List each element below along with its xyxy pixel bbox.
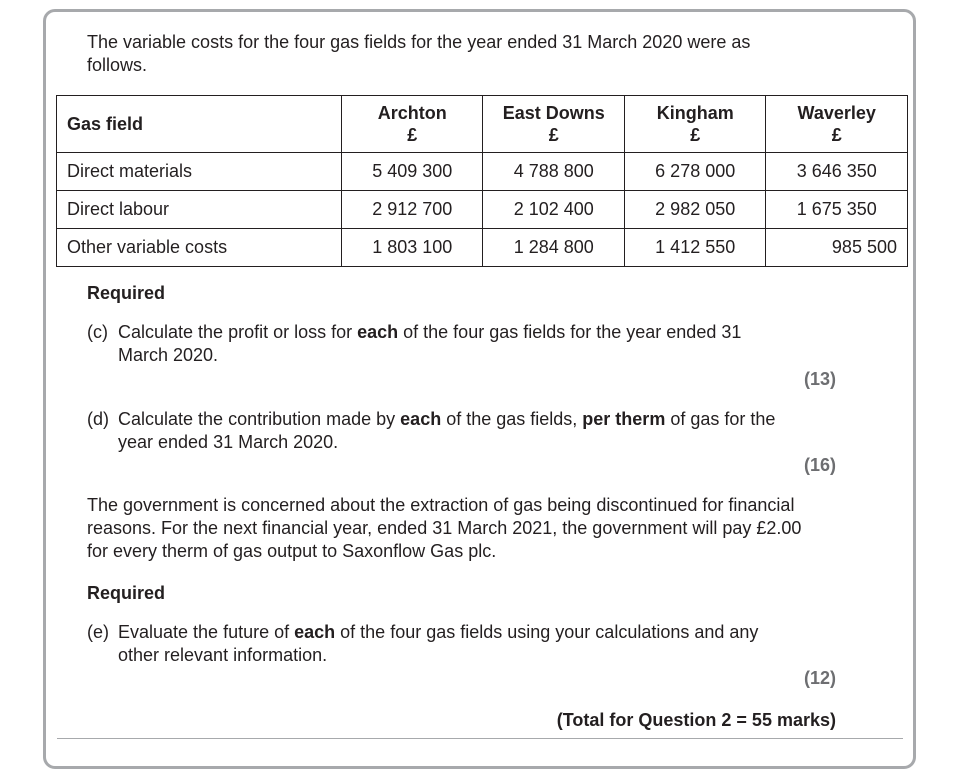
column-header-east-downs: East Downs £ bbox=[483, 96, 624, 153]
table-row bbox=[57, 191, 908, 229]
question-total: (Total for Question 2 = 55 marks) bbox=[556, 710, 836, 730]
question-d bbox=[87, 408, 797, 454]
table-row bbox=[57, 153, 908, 191]
question-text: Calculate the contribution made by each of the gas fields, per therm of gas for the year ended 31 March 2020. bbox=[118, 409, 776, 452]
table-cell: 1 803 100 bbox=[342, 229, 483, 267]
row-label: Direct labour bbox=[57, 191, 342, 229]
table-cell: 2 102 400 bbox=[483, 191, 624, 229]
table-cell: 2 912 700 bbox=[342, 191, 483, 229]
marks-d: (16) bbox=[803, 455, 836, 475]
table-row bbox=[57, 229, 908, 267]
question-label: (d) bbox=[87, 409, 109, 429]
table-cell: 2 982 050 bbox=[624, 191, 765, 229]
gas-field-header: Gas field bbox=[57, 96, 342, 153]
intro-text: The variable costs for the four gas fields for the year ended 31 March 2020 were as follows. bbox=[87, 32, 751, 75]
required-heading: Required bbox=[87, 283, 166, 303]
column-header-archton: Archton £ bbox=[342, 96, 483, 153]
table-cell: 1 675 350 bbox=[766, 191, 908, 229]
table-cell: 1 412 550 bbox=[624, 229, 765, 267]
variable-costs-table bbox=[56, 95, 908, 267]
table-cell: 1 284 800 bbox=[483, 229, 624, 267]
marks-c: (13) bbox=[803, 369, 836, 389]
table-cell: 5 409 300 bbox=[342, 153, 483, 191]
row-label: Direct materials bbox=[57, 153, 342, 191]
column-header-waverley: Waverley £ bbox=[766, 96, 908, 153]
question-c bbox=[87, 321, 787, 367]
required-heading: Required bbox=[87, 583, 166, 603]
question-e bbox=[87, 621, 787, 667]
marks-e: (12) bbox=[803, 668, 836, 688]
question-label: (c) bbox=[87, 322, 108, 342]
table-cell: 4 788 800 bbox=[483, 153, 624, 191]
government-paragraph: The government is concerned about the extraction of gas being discontinued for financial reasons. For the next financial year, ended 31 March 2021, the government will pay £2.00 for every therm of gas output to Saxonflow Gas plc. bbox=[87, 495, 802, 561]
question-label: (e) bbox=[87, 622, 109, 642]
table-cell: 985 500 bbox=[766, 229, 908, 267]
table-cell: 6 278 000 bbox=[624, 153, 765, 191]
question-text: Evaluate the future of each of the four gas fields using your calculations and any other relevant information. bbox=[118, 622, 759, 665]
bottom-divider bbox=[57, 738, 903, 739]
table-header-row bbox=[57, 96, 908, 153]
table-cell: 3 646 350 bbox=[766, 153, 908, 191]
row-label: Other variable costs bbox=[57, 229, 342, 267]
column-header-kingham: Kingham £ bbox=[624, 96, 765, 153]
question-text: Calculate the profit or loss for each of the four gas fields for the year ended 31 March 2020. bbox=[118, 322, 742, 365]
